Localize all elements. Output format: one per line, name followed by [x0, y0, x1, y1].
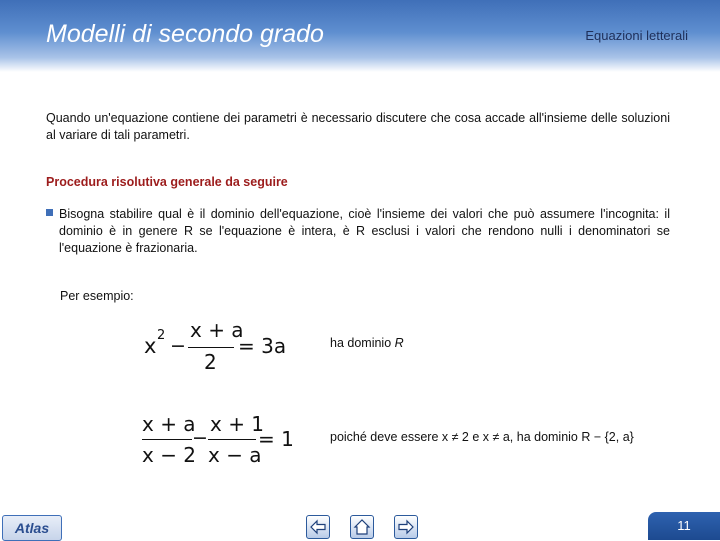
equation-1-description: [330, 336, 404, 350]
eq2-minus: −: [192, 427, 208, 449]
bullet-text: Bisogna stabilire qual è il dominio dell'equazione, cioè l'insieme dei valori che può assumere l'incognita: il dominio è in genere R se l'equazione è intera, è R esclusi i valori che rendono nulli i denominatori se l'equazione è frazionaria.: [59, 207, 670, 255]
eq2-numerator-1: x + a: [142, 412, 196, 436]
eq2-fraction-bar-2: [208, 439, 256, 440]
eq1-exponent: 2: [157, 328, 166, 343]
eq1-desc-domain: R: [394, 336, 404, 350]
eq1-minus: −: [170, 335, 186, 357]
intro-paragraph: Quando un'equazione contiene dei parametri è necessario discutere che cosa accade all'insieme delle soluzioni al variare di tali parametri.: [46, 111, 670, 142]
eq2-denominator-1: x − 2: [142, 443, 197, 467]
section-title: Procedura risolutiva generale da seguire: [46, 175, 288, 189]
arrow-left-icon: [307, 516, 329, 538]
slide-subtitle: Equazioni letterali: [585, 28, 688, 43]
page-number: 11: [648, 512, 720, 540]
eq1-desc-prefix: ha dominio: [330, 336, 395, 350]
slide-title: Modelli di secondo grado: [46, 20, 324, 48]
eq2-fraction-bar-1: [142, 439, 192, 440]
eq1-rhs: = 3a: [238, 334, 287, 358]
eq2-rhs: = 1: [258, 427, 294, 451]
home-button[interactable]: [350, 515, 374, 539]
arrow-right-icon: [395, 516, 417, 538]
eq1-x: x: [144, 334, 157, 358]
atlas-logo: Atlas: [2, 515, 62, 541]
eq1-denominator: 2: [204, 350, 217, 374]
equation-2-description: poiché deve essere x ≠ 2 e x ≠ a, ha dominio R − {2, a}: [330, 430, 634, 444]
eq2-denominator-2: x − a: [208, 443, 262, 467]
example-label: Per esempio:: [60, 289, 134, 303]
header-banner: [0, 0, 720, 72]
back-button[interactable]: [306, 515, 330, 539]
forward-button[interactable]: [394, 515, 418, 539]
home-icon: [351, 516, 373, 538]
eq1-fraction-bar: [188, 347, 234, 348]
equation-1: [140, 318, 310, 378]
equation-2: [140, 412, 310, 472]
eq2-numerator-2: x + 1: [210, 412, 265, 436]
bullet-item: [46, 206, 670, 257]
eq1-numerator: x + a: [190, 318, 244, 342]
bullet-marker: [46, 209, 53, 216]
